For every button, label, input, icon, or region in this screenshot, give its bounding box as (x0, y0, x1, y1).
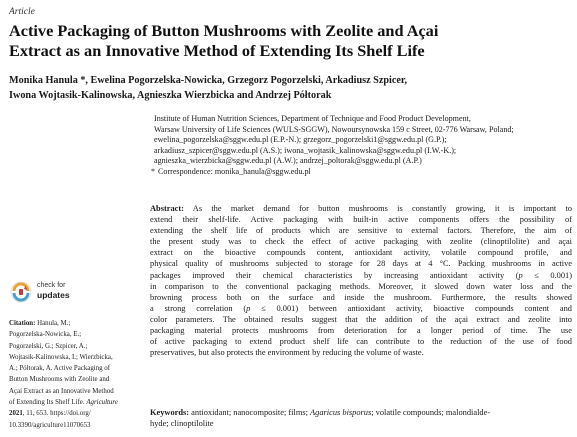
citation-label: Citation: (9, 320, 36, 327)
correspondence-asterisk: * (151, 166, 156, 176)
abstract-line: in comparison to the conventional packaging methods. Moreover, it slowed down water loss and the (150, 281, 572, 291)
paper-title (9, 21, 569, 61)
abstract-line: extract on the bioactive compounds content, antioxidant activity, volatile compound profile, and (150, 248, 572, 258)
abstract-text: packages improved their chemical characteristics by increasing antioxidant activity ( (150, 270, 519, 280)
citation-line (9, 408, 139, 419)
p-symbol: p (518, 270, 523, 280)
abstract-line: preservatives, but also protects the environment by reducing the volume of waste. (150, 348, 424, 358)
citation-text: Hanula, M.; (35, 320, 71, 327)
authors-line-2: Iwona Wojtasik-Kalinowska, Agnieszka Wierzbicka and Andrzej Półtorak (9, 90, 332, 101)
correspondence-line (151, 166, 574, 178)
citation-doi-line[interactable]: 10.3390/agriculture11070653 (9, 421, 91, 429)
keywords-label: Keywords: (150, 408, 190, 417)
affiliation-block (150, 114, 574, 178)
abstract-line: the present study was to check the effect of active packaging with zeolite (clinoptilolite) and açai (150, 237, 572, 247)
keywords-line (150, 407, 572, 418)
update-check-icon (10, 281, 32, 303)
abstract-label: Abstract: (150, 204, 184, 213)
citation-year: 2021 (9, 410, 23, 418)
keywords-line: hyde; clinoptilolite (150, 419, 214, 429)
title-line-1: Active Packaging of Button Mushrooms with Zeolite and Açai (9, 21, 439, 40)
abstract-line: of active packaging to extend product shelf life can contribute to the reduction of the use of food (150, 337, 572, 347)
keywords-text: ; volatile compounds; malondialde- (371, 408, 491, 417)
keywords (150, 407, 572, 429)
affiliation-email-line[interactable]: agnieszka_wierzbicka@sggw.edu.pl (A.W.); andrzej_poltorak@sggw.edu.pl (A.P.) (154, 156, 422, 166)
abstract-text: a strong correlation ( (150, 303, 247, 313)
abstract-line: browning process both on the surface and inside the mushroom. Furthermore, the results showed (150, 292, 572, 302)
abstract (150, 203, 572, 358)
p-value: ≤ 0.001) (250, 303, 299, 313)
citation-text: of Extending Its Shelf Life. (9, 399, 87, 407)
citation-text[interactable]: , 11, 653. https://doi.org/ (22, 410, 91, 418)
citation-line: Pogorzelska-Nowicka, E.; (9, 331, 82, 339)
title-line-2: Extract as an Innovative Method of Extending Its Shelf Life (9, 41, 425, 60)
p-value: ≤ 0.001) (522, 270, 572, 280)
check-for-updates-badge[interactable] (10, 281, 70, 303)
updates-badge-line-1: check for (37, 282, 66, 289)
author-list (9, 73, 569, 103)
updates-badge-line-2: updates (37, 290, 70, 300)
authors-line-1: Monika Hanula *, Ewelina Pogorzelska-Nowicka, Grzegorz Pogorzelski, Arkadiusz Szpicer, (9, 75, 408, 86)
abstract-line: physical quality of mushrooms subjected to storage for 28 days at 4 °C. Packing mushrooms in active (150, 259, 572, 269)
citation-line: Açai Extract as an Innovative Method (9, 387, 114, 395)
affiliation-line: Warsaw University of Life Sciences (WULS-SGGW), Nowoursynowska 159 c Street, 02-776 Warsaw, Poland; (154, 124, 514, 134)
article-type-label: Article (9, 7, 35, 17)
abstract-text: As the market demand for button mushrooms is constantly growing, it is important to (192, 204, 572, 213)
abstract-line (150, 270, 572, 281)
p-symbol: p (246, 303, 251, 313)
affiliation-line: Institute of Human Nutrition Sciences, Department of Technique and Food Product Development, (154, 114, 471, 123)
abstract-line (150, 203, 572, 214)
citation-line: Wojtasik-Kalinowska, I.; Wierzbicka, (9, 353, 113, 361)
citation-line: Button Mushrooms with Zeolite and (9, 376, 110, 384)
abstract-line: extend their shelf-life. Active packaging with built-in active components offers the possibility of (150, 215, 572, 225)
abstract-line: extending the shelf life of products which are sensitive to external factors. Therefore, the aim of (150, 226, 572, 236)
keywords-text: antioxidant; nanocomposite; films; (189, 408, 311, 417)
citation-block (9, 318, 139, 431)
citation-line: Pogorzelski, G.; Szpicer, A.; (9, 342, 88, 350)
citation-line (9, 318, 139, 329)
abstract-line: color parameters. The obtained results suggest that the addition of the açai extract and zeolite into (150, 314, 572, 324)
affiliation-email-line[interactable]: ewelina_pogorzelska@sggw.edu.pl (E.P.-N.); grzegorz_pogorzelski1@sggw.edu.pl (G.P.); (154, 135, 447, 145)
affiliation-email-line[interactable]: arkadiusz_szpicer@sggw.edu.pl (A.S.); iwona_wojtasik_kalinowska@sggw.edu.pl (I.W.-K.); (154, 145, 457, 155)
citation-journal: Agriculture (86, 399, 118, 407)
abstract-line (150, 303, 572, 314)
correspondence-text[interactable]: Correspondence: monika_hanula@sggw.edu.pl (158, 166, 311, 176)
abstract-line: packaging material protects mushrooms from deterioration for a longer period of time. The use (150, 326, 572, 336)
keyword-species: Agaricus bisporus (310, 408, 372, 417)
abstract-text: between antioxidant activity, bioactive compounds content and (298, 303, 572, 313)
citation-line: A.; Półtorak, A. Active Packaging of (9, 365, 111, 373)
citation-line (9, 397, 139, 408)
